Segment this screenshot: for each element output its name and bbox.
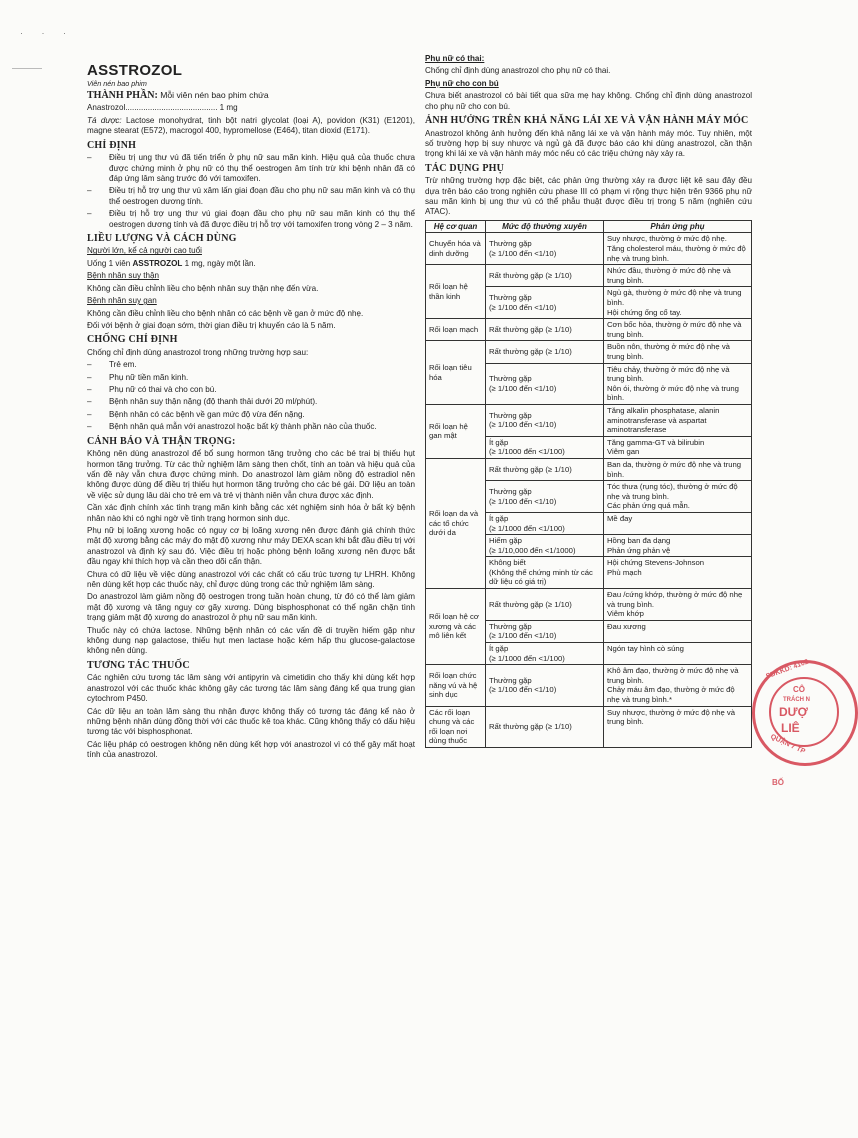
contraindication-item: – Trẻ em. xyxy=(87,360,415,370)
organ-system-cell: Rối loạn tiêu hóa xyxy=(426,341,486,405)
stamp-line: DƯỢ xyxy=(779,705,808,719)
frequency-cell: Rất thường gặp (≥ 1/10) xyxy=(486,319,604,341)
table-row xyxy=(426,706,752,747)
contraindication-item: – Bệnh nhân suy thận nặng (độ thanh thải dưới 20 ml/phút). xyxy=(87,397,415,407)
lactation-text: Chưa biết anastrozol có bài tiết qua sữa mẹ hay không. Chống chỉ định dùng anastrozol cho phụ nữ cho con bú. xyxy=(425,91,752,111)
table-header-row xyxy=(426,220,752,233)
table-row xyxy=(426,319,752,341)
interactions-paragraph: Các liệu pháp có oestrogen không nên dùng kết hợp với anastrozol vì có thể gây mất hoạt tính của anastrozol. xyxy=(87,739,415,760)
warnings-heading: CẢNH BÁO VÀ THẬN TRỌNG: xyxy=(87,435,236,447)
reaction-cell: Suy nhược, thường ở mức độ nhẹ và trung bình. xyxy=(604,706,752,747)
reaction-cell: Đau xương xyxy=(604,620,752,642)
composition-lead: Mỗi viên nén bao phim chứa xyxy=(157,90,269,100)
frequency-cell: Không biết (Không thể chứng minh từ các dữ liệu có giá trị) xyxy=(486,557,604,589)
scan-speckles: · · · xyxy=(20,28,74,38)
organ-system-cell: Rối loạn hệ cơ xương và các mô liên kết xyxy=(426,589,486,665)
reaction-cell: Hội chứng Stevens-Johnson Phù mạch xyxy=(604,557,752,589)
indication-item: – Điều trị hỗ trợ ung thư vú giai đoạn đầu cho phụ nữ sau mãn kinh có thụ thể oestrogen dương tính và đã được điều trị hỗ trợ với tamoxifen trong vòng 2 – 3 năm. xyxy=(87,209,415,230)
driving-text: Anastrozol không ảnh hưởng đến khả năng lái xe và vận hành máy móc. Tuy nhiên, một số trường hợp bị suy nhược và ngủ gà đã được báo cáo khi dùng anastrozol, cần thận trọng khi lái xe và vận hành máy móc nếu có các triệu chứng này xảy ra. xyxy=(425,128,752,159)
warnings-paragraph: Không nên dùng anastrozol để bổ sung hormon tăng trưởng cho các bé trai bị thiếu hụt hormon tăng trưởng. Từ các thử nghiệm lâm sàng then chốt, tính an toàn và hiệu quả của vấn đề này vẫn chưa được chứng minh. Do anastrozol làm giảm nồng độ estradiol nên không được dùng để điều trị thiếu hụt hormon tăng trưởng cho các bé gái. Dữ liệu an toàn về việc sử dụng lâu dài cho trẻ em và trẻ vị thành niên vẫn chưa được xác định. xyxy=(87,449,415,500)
frequency-cell: Ít gặp (≥ 1/1000 đến <1/100) xyxy=(486,512,604,534)
reaction-cell: Tiêu chảy, thường ở mức độ nhẹ và trung bình. Nôn ói, thường ở mức độ nhẹ và trung bình. xyxy=(604,363,752,404)
organ-system-cell: Rối loạn mạch xyxy=(426,319,486,341)
indication-item: – Điều trị hỗ trợ ung thư vú xâm lấn giai đoạn đầu cho phụ nữ sau mãn kinh và có thụ thể oestrogen dương tính. xyxy=(87,186,415,207)
right-column xyxy=(425,54,752,748)
product-title: ASSTROZOL xyxy=(87,62,183,79)
contraindications-heading: CHỐNG CHỈ ĐỊNH xyxy=(87,334,178,346)
frequency-cell: Thường gặp (≥ 1/100 đến <1/10) xyxy=(486,287,604,319)
reaction-cell: Suy nhược, thường ở mức độ nhẹ. Tăng cholesterol máu, thường ở mức độ nhẹ và trung bình. xyxy=(604,233,752,265)
organ-system-cell: Rối loạn chức năng vú và hệ sinh dục xyxy=(426,665,486,706)
contraindication-item: – Bệnh nhân có các bệnh về gan mức độ vừa đến nặng. xyxy=(87,410,415,420)
pregnancy-label: Phụ nữ có thai: xyxy=(425,54,485,63)
adults-post: 1 mg, ngày một lần. xyxy=(182,258,256,268)
stamp-registration: SĐKKD: 4102 xyxy=(765,658,810,681)
table-row xyxy=(426,404,752,436)
product-subtitle: Viên nén bao phim xyxy=(87,79,147,88)
warnings-paragraph: Chưa có dữ liệu về việc dùng anastrozol với các chất có cấu trúc tương tự LHRH. Không nên dùng kết hợp các thuốc này, chỉ được dùng trong các thử nghiệm lâm sàng. xyxy=(87,569,415,590)
stamp-line: LIÊ xyxy=(781,721,800,735)
reaction-cell: Tăng gamma-GT và bilirubin Viêm gan xyxy=(604,436,752,458)
contraindications-lead: Chống chỉ định dùng anastrozol trong những trường hợp sau: xyxy=(87,347,309,357)
reaction-cell: Nhức đầu, thường ở mức độ nhẹ và trung bình. xyxy=(604,265,752,287)
scan-mark xyxy=(12,68,42,69)
pregnancy-text: Chống chỉ định dùng anastrozol cho phụ nữ có thai. xyxy=(425,66,611,76)
table-row xyxy=(426,265,752,287)
organ-system-cell: Các rối loạn chung và các rối loạn nơi dùng thuốc xyxy=(426,706,486,747)
warnings-paragraph: Phụ nữ bị loãng xương hoặc có nguy cơ bị loãng xương nên được đánh giá chính thức mật độ xương bằng các máy đo mật độ xương như máy DEXA scan khi bắt đầu điều trị với anastrozol và định kỳ sau đó. Việc điều trị hoặc phòng bệnh loãng xương nên được bắt đầu ngay khi thích hợp và cần theo dõi cẩn thận. xyxy=(87,526,415,567)
organ-system-cell: Rối loạn hệ gan mật xyxy=(426,404,486,458)
active-ingredient: Anastrozol......................................... 1 mg xyxy=(87,103,238,113)
table-row xyxy=(426,589,752,621)
warnings-paragraph: Do anastrozol làm giảm nồng độ oestrogen trong tuần hoàn chung, từ đó có thể làm giảm mật độ xương và tăng nguy cơ gãy xương. Dùng bisphosphonat có thể ngăn chặn tình trạng giảm mật độ xương do anastrozol ở phụ nữ sau mãn kinh. xyxy=(87,592,415,623)
reaction-cell: Ban da, thường ở mức độ nhẹ và trung bình. xyxy=(604,458,752,480)
header-frequency: Mức độ thường xuyên xyxy=(486,220,604,233)
side-effects-table xyxy=(425,220,752,748)
side-effects-heading: TÁC DỤNG PHỤ xyxy=(425,162,505,174)
organ-system-cell: Rối loạn da và các tổ chức dưới da xyxy=(426,458,486,588)
renal-label: Bệnh nhân suy thận xyxy=(87,271,160,281)
renal-text: Không cần điều chỉnh liều cho bệnh nhân suy thận nhẹ đến vừa. xyxy=(87,283,319,293)
reaction-cell: Ngón tay hình cò súng xyxy=(604,643,752,665)
adults-brand: ASSTROZOL xyxy=(132,258,183,268)
organ-system-cell: Rối loạn hệ thần kinh xyxy=(426,265,486,319)
contraindication-item: – Phụ nữ tiền mãn kinh. xyxy=(87,373,415,383)
organ-system-cell: Chuyển hóa và dinh dưỡng xyxy=(426,233,486,265)
contraindication-item: – Bệnh nhân quá mẫn với anastrozol hoặc bất kỳ thành phần nào của thuốc. xyxy=(87,422,415,432)
reaction-cell: Tăng alkalin phosphatase, alanin aminotransferase và aspartat aminotransferase xyxy=(604,404,752,436)
reaction-cell: Hồng ban đa dạng Phản ứng phản vệ xyxy=(604,535,752,557)
header-organ-system: Hệ cơ quan xyxy=(426,220,486,233)
contraindications-list xyxy=(87,360,415,432)
frequency-cell: Rất thường gặp (≥ 1/10) xyxy=(486,265,604,287)
side-effects-table-body xyxy=(426,233,752,748)
frequency-cell: Hiếm gặp (≥ 1/10,000 đến <1/1000) xyxy=(486,535,604,557)
table-row xyxy=(426,665,752,706)
adults-label: Người lớn, kể cả người cao tuổi xyxy=(87,246,202,256)
excipients-text: Lactose monohydrat, tinh bột natri glycolat (loại A), povidon (K31) (E1201), magne stearat (E572), macrogol 400, hypromellose (E464), titan dioxid (E171). xyxy=(87,115,415,136)
adults-pre: Uống 1 viên xyxy=(87,258,133,268)
hepatic-text: Không cần điều chỉnh liều cho bệnh nhân có các bệnh về gan ở mức độ nhẹ. xyxy=(87,308,364,318)
early-disease-text: Đối với bệnh ở giai đoạn sớm, thời gian điều trị khuyến cáo là 5 năm. xyxy=(87,320,336,330)
reaction-cell: Đau /cứng khớp, thường ở mức độ nhẹ và trung bình. Viêm khớp xyxy=(604,589,752,621)
frequency-cell: Rất thường gặp (≥ 1/10) xyxy=(486,706,604,747)
contraindication-item: – Phụ nữ có thai và cho con bú. xyxy=(87,385,415,395)
frequency-cell: Ít gặp (≥ 1/1000 đến <1/100) xyxy=(486,436,604,458)
indication-item: – Điều trị ung thư vú đã tiến triển ở phụ nữ sau mãn kinh. Hiệu quả của thuốc chưa được chứng minh ở phụ nữ có thụ thể oestrogen âm tính trừ khi bệnh nhân đã có đáp ứng lâm sàng trước đó với tamoxifen. xyxy=(87,153,415,184)
frequency-cell: Rất thường gặp (≥ 1/10) xyxy=(486,589,604,621)
stamp-fragment: BỐ xyxy=(772,778,784,787)
frequency-cell: Thường gặp (≥ 1/100 đến <1/10) xyxy=(486,665,604,706)
stamp-line: TRÁCH N xyxy=(783,697,810,703)
reaction-cell: Cơn bốc hỏa, thường ở mức độ nhẹ và trung bình. xyxy=(604,319,752,341)
stamp-line: CÔ xyxy=(793,685,805,694)
lactation-label: Phụ nữ cho con bú xyxy=(425,78,499,88)
interactions-paragraph: Các dữ liệu an toàn lâm sàng thu nhận được không thấy có tương tác đáng kể nào ở những bệnh nhân dùng đồng thời với các thuốc kê toa khác. Cũng không thấy có dấu hiệu tương tác với bisphosphonat. xyxy=(87,706,415,737)
table-row xyxy=(426,458,752,480)
driving-heading: ẢNH HƯỞNG TRÊN KHẢ NĂNG LÁI XE VÀ VẬN HÀNH MÁY MÓC xyxy=(425,115,749,127)
reaction-cell: Buồn nôn, thường ở mức độ nhẹ và trung bình. xyxy=(604,341,752,363)
reaction-cell: Mề đay xyxy=(604,512,752,534)
excipients-label: Tá dược: xyxy=(87,115,122,125)
interactions-paragraph: Các nghiên cứu tương tác lâm sàng với antipyrin và cimetidin cho thấy khi dùng kết hợp anastrozol với các thuốc khác không gây các tương tác lâm sàng đáng kể qua trung gian cytochrom P450. xyxy=(87,673,415,704)
frequency-cell: Thường gặp (≥ 1/100 đến <1/10) xyxy=(486,620,604,642)
frequency-cell: Rất thường gặp (≥ 1/10) xyxy=(486,341,604,363)
reaction-cell: Tóc thưa (rụng tóc), thường ở mức độ nhẹ và trung bình. Các phản ứng quá mẫn. xyxy=(604,481,752,513)
reaction-cell: Ngủ gà, thường ở mức độ nhẹ và trung bình. Hội chứng ống cổ tay. xyxy=(604,287,752,319)
stamp-district: QUẬN 7 TP xyxy=(769,733,807,756)
composition-heading: THÀNH PHẦN: xyxy=(87,90,158,101)
indications-heading: CHỈ ĐỊNH xyxy=(87,139,137,151)
header-reaction: Phản ứng phụ xyxy=(604,220,752,233)
indications-list xyxy=(87,153,415,230)
frequency-cell: Thường gặp (≥ 1/100 đến <1/10) xyxy=(486,404,604,436)
frequency-cell: Thường gặp (≥ 1/100 đến <1/10) xyxy=(486,233,604,265)
hepatic-label: Bệnh nhân suy gan xyxy=(87,296,157,306)
interactions-heading: TƯƠNG TÁC THUỐC xyxy=(87,659,190,671)
frequency-cell: Thường gặp (≥ 1/100 đến <1/10) xyxy=(486,481,604,513)
frequency-cell: Thường gặp (≥ 1/100 đến <1/10) xyxy=(486,363,604,404)
table-row xyxy=(426,233,752,265)
frequency-cell: Rất thường gặp (≥ 1/10) xyxy=(486,458,604,480)
warnings-paragraph: Thuốc này có chứa lactose. Những bệnh nhân có các vấn đề di truyền hiếm gặp như không dung nạp galactose, thiếu hụt men lactase hoặc kém hấp thu glucose-galactose không nên dùng. xyxy=(87,625,415,656)
reaction-cell: Khô âm đạo, thường ở mức độ nhẹ và trung bình. Chảy máu âm đạo, thường ở mức độ nhẹ và trung bình.* xyxy=(604,665,752,706)
company-stamp xyxy=(752,660,858,766)
warnings-paragraph: Cần xác định chính xác tình trạng mãn kinh bằng các xét nghiệm sinh hóa ở bất kỳ bệnh nhân nào khi có nghi ngờ về tình trạng hormon sinh dục. xyxy=(87,503,415,523)
composition-section xyxy=(87,90,415,137)
left-column xyxy=(87,62,415,763)
dosage-heading: LIỀU LƯỢNG VÀ CÁCH DÙNG xyxy=(87,232,237,244)
side-effects-intro: Trừ những trường hợp đặc biệt, các phản ứng thường xảy ra được liệt kê sau đây đều dựa trên báo cáo trong nghiên cứu phase III có phạm vi rộng thực hiện trên 9366 phụ nữ sau mãn kinh bị ung thư vú có thể phẫu thuật được điều trị trong 5 năm (nghiên cứu ATAC). xyxy=(425,176,752,217)
frequency-cell: Ít gặp (≥ 1/1000 đến <1/100) xyxy=(486,643,604,665)
table-row xyxy=(426,341,752,363)
